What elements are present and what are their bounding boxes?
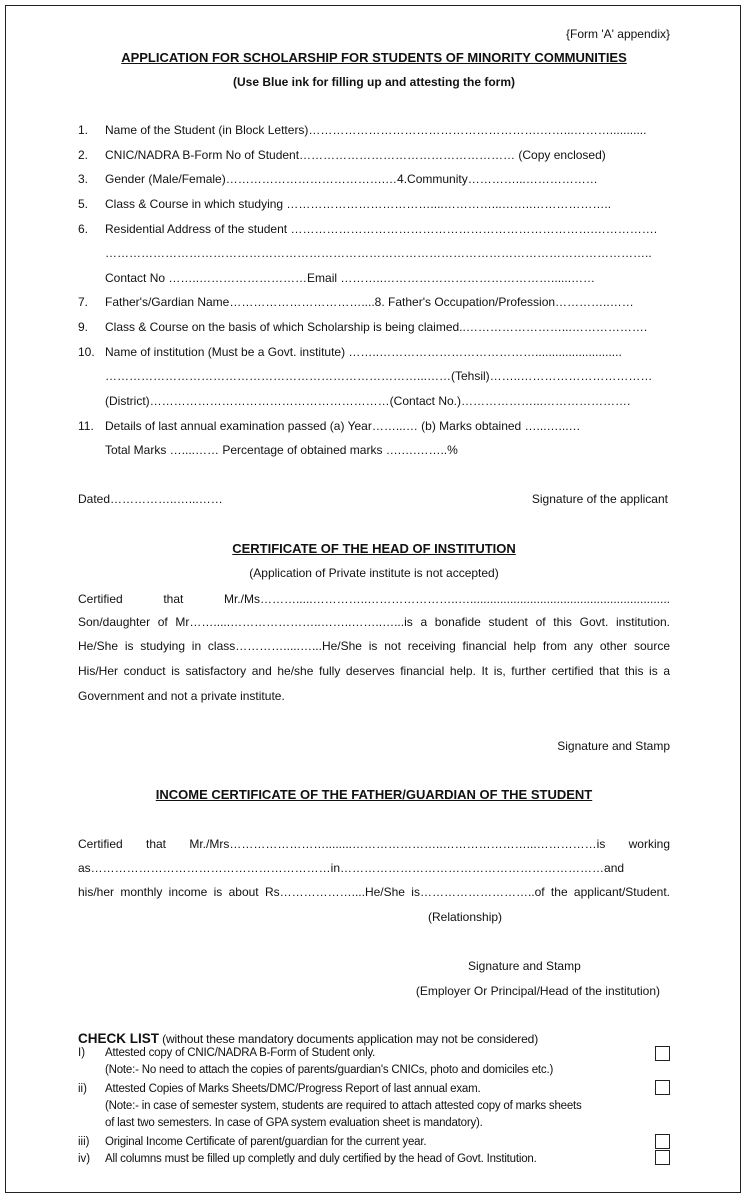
checklist-item-note: (Note:- No need to attach the copies of parents/guardian's CNICs, photo and domiciles etc.): [105, 1064, 554, 1076]
checklist-item: All columns must be filled up completly and duly certified by the head of Govt. Institution.: [105, 1153, 537, 1165]
income-cert-line-2[interactable]: as……………………………………………………in…………………………………………………………and: [78, 861, 625, 875]
relationship-label: (Relationship): [428, 910, 503, 924]
field-number: 7.: [78, 295, 89, 309]
field-line[interactable]: Class & Course in which studying ………………………………....…………...……..………………..: [105, 197, 612, 211]
income-signature-subtitle: (Employer Or Principal/Head of the institution): [415, 984, 660, 998]
head-certificate-title: CERTIFICATE OF THE HEAD OF INSTITUTION: [232, 541, 516, 556]
checklist-item: Attested copy of CNIC/NADRA B-Form of Student only.: [105, 1047, 376, 1059]
field-line[interactable]: Total Marks …....…… Percentage of obtained marks ….….……..%: [105, 443, 458, 457]
checklist-item-note: of last two semesters. In case of GPA system evaluation sheet is mandatory).: [105, 1117, 483, 1129]
income-cert-line-1[interactable]: Certified that Mr./Mrs……………………........…………………..…………………...……………is working: [78, 837, 670, 851]
income-certificate-title: INCOME CERTIFICATE OF THE FATHER/GUARDIAN OF THE STUDENT: [155, 787, 593, 802]
field-line[interactable]: ……………………………………………………………………...……(Tehsil)……..……………………………: [105, 369, 653, 383]
field-line[interactable]: Father's/Gardian Name……………………………....8. Father's Occupation/Profession…………..……: [105, 295, 634, 309]
field-number: 6.: [78, 222, 89, 236]
income-signature-stamp: Signature and Stamp: [468, 959, 581, 973]
form-subtitle: (Use Blue ink for filling up and attesting the form): [232, 75, 515, 89]
checklist-item-number: iii): [78, 1136, 90, 1148]
head-cert-line-4: His/Her conduct is satisfactory and he/she fully deserves financial help. It is, further certified that this is a: [78, 664, 670, 678]
field-number: 1.: [78, 123, 89, 137]
field-line[interactable]: Class & Course on the basis of which Scholarship is being claimed..……………………...……………….: [105, 320, 648, 334]
form-appendix-label: {Form 'A' appendix}: [566, 27, 670, 41]
applicant-signature: Signature of the applicant: [531, 492, 668, 506]
form-title: APPLICATION FOR SCHOLARSHIP FOR STUDENTS OF MINORITY COMMUNITIES: [121, 50, 627, 65]
checklist-note: (without these mandatory documents application may not be considered): [159, 1032, 539, 1046]
field-number: 9.: [78, 320, 89, 334]
checklist-title: CHECK LIST: [78, 1031, 159, 1046]
head-cert-line-1[interactable]: Certified that Mr./Ms……….....…………..…………………..…............................................................: [78, 592, 670, 606]
checklist-header: [78, 1030, 538, 1048]
head-signature-stamp: Signature and Stamp: [557, 739, 670, 753]
head-certificate-subtitle: (Application of Private institute is not accepted): [249, 566, 499, 580]
income-cert-line-3[interactable]: his/her monthly income is about Rs………………....He/She is………………………..of the applicant/Student.: [78, 885, 670, 899]
checkbox-item-2[interactable]: [655, 1080, 670, 1095]
field-line[interactable]: Details of last annual examination passed (a) Year……...… (b) Marks obtained …...…...…: [105, 419, 581, 433]
field-number: 5.: [78, 197, 89, 211]
field-line[interactable]: Contact No ……..………………………Email ………..……………………………………......……: [105, 271, 596, 285]
field-line[interactable]: Name of the Student (in Block Letters)………………………………………………….……...………...........: [105, 123, 647, 137]
field-number: 2.: [78, 148, 89, 162]
checklist-item-number: ii): [78, 1083, 87, 1095]
checkbox-item-3[interactable]: [655, 1134, 670, 1149]
field-line[interactable]: Residential Address of the student ………………………………………………………………….…………….: [105, 222, 658, 236]
checklist-item-number: iv): [78, 1153, 91, 1165]
field-line[interactable]: CNIC/NADRA B-Form No of Student……………………………………………… (Copy enclosed): [105, 148, 606, 162]
head-cert-line-5: Government and not a private institute.: [78, 689, 285, 703]
field-line[interactable]: (District)……………………………………………………(Contact No.)………………...………………….: [105, 394, 631, 408]
field-line[interactable]: ………………………………………………………………………………………………………………………..: [105, 246, 652, 260]
checklist-item-note: (Note:- in case of semester system, students are required to attach attested copy of marks sheets: [105, 1100, 582, 1112]
field-number: 3.: [78, 172, 89, 186]
checkbox-item-4[interactable]: [655, 1150, 670, 1165]
head-cert-line-3[interactable]: He/She is studying in class………….....…...He/She is not receiving financial help from any other source: [78, 639, 670, 653]
field-number: 10.: [78, 345, 95, 359]
checklist-item: Original Income Certificate of parent/guardian for the current year.: [105, 1136, 427, 1148]
checkbox-item-1[interactable]: [655, 1046, 670, 1061]
field-line[interactable]: Gender (Male/Female)………………………………….…4.Community…………...………………: [105, 172, 598, 186]
head-cert-line-2[interactable]: Son/daughter of Mr…….....…………………..……..……..…...is a bonafide student of this Govt. institution.: [78, 615, 670, 629]
dated-field[interactable]: Dated……………..…...……: [78, 492, 223, 506]
field-number: 11.: [78, 419, 94, 433]
checklist-item-number: I): [78, 1047, 86, 1059]
field-line[interactable]: Name of institution (Must be a Govt. institute) ……..…………………………………..........................: [105, 345, 622, 359]
checklist-item: Attested Copies of Marks Sheets/DMC/Progress Report of last annual exam.: [105, 1083, 481, 1095]
